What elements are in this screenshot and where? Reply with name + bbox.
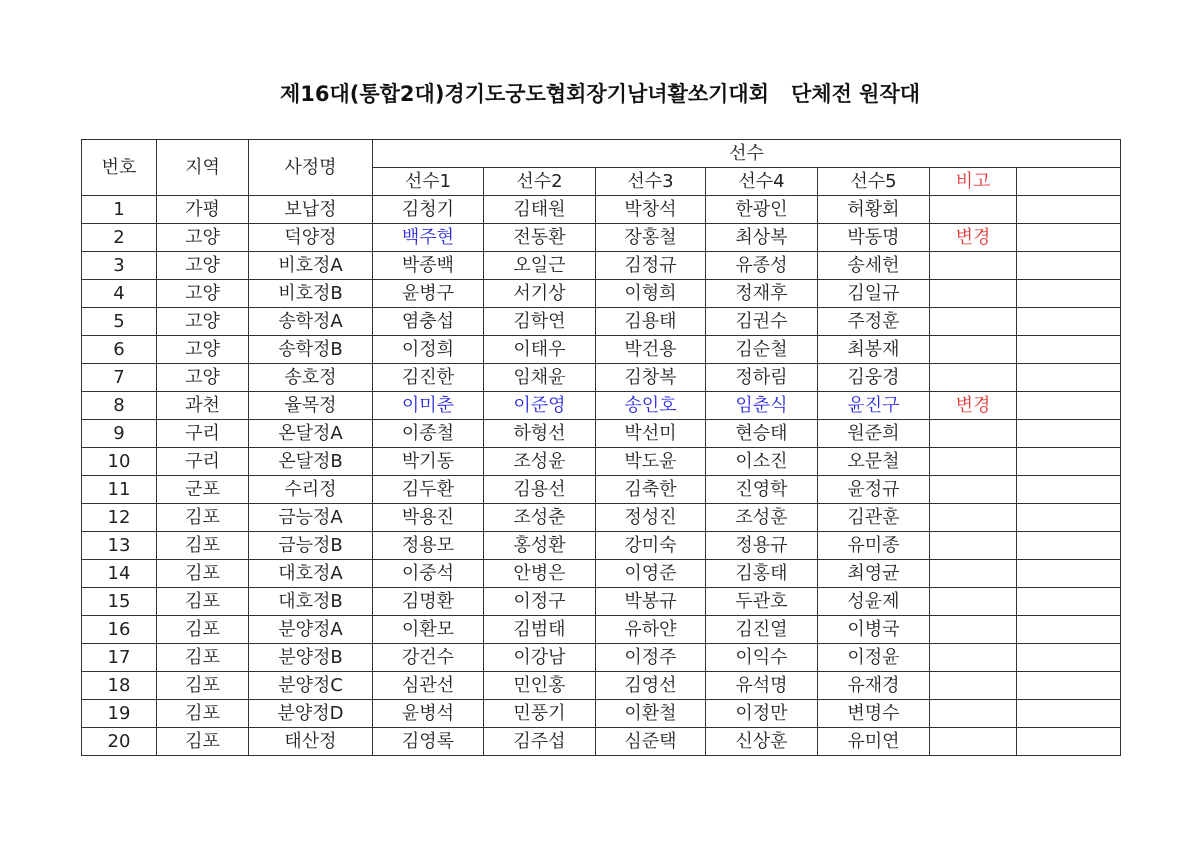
cell-player1: 이미춘 <box>373 392 484 420</box>
table-row <box>82 364 1121 392</box>
cell-number: 17 <box>82 644 157 672</box>
cell-player4: 이정만 <box>706 700 818 728</box>
cell-club: 수리정 <box>249 476 373 504</box>
cell-club: 분양정A <box>249 616 373 644</box>
cell-remark <box>930 644 1017 672</box>
cell-club: 율목정 <box>249 392 373 420</box>
cell-player4: 이익수 <box>706 644 818 672</box>
cell-player5: 유미종 <box>818 532 930 560</box>
cell-club: 금능정B <box>249 532 373 560</box>
cell-player2: 홍성환 <box>484 532 596 560</box>
table-row <box>82 672 1121 700</box>
cell-club: 태산정 <box>249 728 373 756</box>
cell-number: 6 <box>82 336 157 364</box>
cell-player1: 윤병구 <box>373 280 484 308</box>
cell-player5: 주정훈 <box>818 308 930 336</box>
cell-player2: 이준영 <box>484 392 596 420</box>
cell-extra <box>1017 700 1121 728</box>
cell-player5: 이병국 <box>818 616 930 644</box>
cell-extra <box>1017 196 1121 224</box>
header-region: 지역 <box>157 140 249 196</box>
cell-extra <box>1017 252 1121 280</box>
cell-player1: 김명환 <box>373 588 484 616</box>
cell-player3: 이영준 <box>596 560 706 588</box>
cell-player1: 이종철 <box>373 420 484 448</box>
cell-player4: 진영학 <box>706 476 818 504</box>
cell-number: 16 <box>82 616 157 644</box>
cell-club: 비호정A <box>249 252 373 280</box>
cell-player3: 정성진 <box>596 504 706 532</box>
cell-player4: 김순철 <box>706 336 818 364</box>
table-row <box>82 252 1121 280</box>
cell-player2: 조성춘 <box>484 504 596 532</box>
cell-player4: 조성훈 <box>706 504 818 532</box>
cell-player3: 송인호 <box>596 392 706 420</box>
header-player1: 선수1 <box>373 168 484 196</box>
cell-club: 송학정B <box>249 336 373 364</box>
cell-region: 고양 <box>157 280 249 308</box>
header-player4: 선수4 <box>706 168 818 196</box>
table-row <box>82 392 1121 420</box>
roster-body <box>82 196 1121 756</box>
cell-player5: 유재경 <box>818 672 930 700</box>
table-row <box>82 420 1121 448</box>
cell-extra <box>1017 448 1121 476</box>
cell-player4: 두관호 <box>706 588 818 616</box>
cell-region: 김포 <box>157 588 249 616</box>
cell-club: 온달정A <box>249 420 373 448</box>
cell-club: 대호정A <box>249 560 373 588</box>
cell-number: 13 <box>82 532 157 560</box>
cell-player3: 박건용 <box>596 336 706 364</box>
cell-region: 김포 <box>157 560 249 588</box>
cell-extra <box>1017 308 1121 336</box>
cell-player1: 박기동 <box>373 448 484 476</box>
cell-player3: 이형희 <box>596 280 706 308</box>
cell-extra <box>1017 728 1121 756</box>
header-number: 번호 <box>82 140 157 196</box>
cell-player1: 이환모 <box>373 616 484 644</box>
cell-player5: 윤정규 <box>818 476 930 504</box>
cell-player4: 한광인 <box>706 196 818 224</box>
cell-player3: 박창석 <box>596 196 706 224</box>
cell-player3: 김정규 <box>596 252 706 280</box>
table-row <box>82 532 1121 560</box>
cell-player5: 박동명 <box>818 224 930 252</box>
cell-player5: 최봉재 <box>818 336 930 364</box>
cell-remark <box>930 532 1017 560</box>
table-row <box>82 196 1121 224</box>
cell-club: 분양정C <box>249 672 373 700</box>
cell-player2: 전동환 <box>484 224 596 252</box>
cell-player1: 백주현 <box>373 224 484 252</box>
cell-remark <box>930 252 1017 280</box>
cell-player1: 강건수 <box>373 644 484 672</box>
cell-player2: 이강남 <box>484 644 596 672</box>
cell-number: 19 <box>82 700 157 728</box>
cell-number: 20 <box>82 728 157 756</box>
cell-player4: 현승태 <box>706 420 818 448</box>
cell-region: 고양 <box>157 252 249 280</box>
cell-player2: 오일근 <box>484 252 596 280</box>
title-main: 제16대(통합2대)경기도궁도협회장기남녀활쏘기대회 <box>279 82 769 106</box>
cell-player4: 김권수 <box>706 308 818 336</box>
cell-player3: 박도윤 <box>596 448 706 476</box>
table-row <box>82 504 1121 532</box>
cell-player2: 서기상 <box>484 280 596 308</box>
cell-extra <box>1017 224 1121 252</box>
cell-number: 15 <box>82 588 157 616</box>
cell-player1: 심관선 <box>373 672 484 700</box>
cell-player4: 김홍태 <box>706 560 818 588</box>
cell-extra <box>1017 616 1121 644</box>
cell-remark <box>930 336 1017 364</box>
cell-region: 김포 <box>157 672 249 700</box>
cell-number: 7 <box>82 364 157 392</box>
cell-club: 분양정D <box>249 700 373 728</box>
cell-extra <box>1017 588 1121 616</box>
table-row <box>82 448 1121 476</box>
cell-player1: 이정희 <box>373 336 484 364</box>
cell-region: 구리 <box>157 448 249 476</box>
cell-player5: 변명수 <box>818 700 930 728</box>
cell-player1: 김청기 <box>373 196 484 224</box>
cell-number: 14 <box>82 560 157 588</box>
cell-player1: 정용모 <box>373 532 484 560</box>
cell-region: 김포 <box>157 700 249 728</box>
cell-remark <box>930 420 1017 448</box>
table-row <box>82 476 1121 504</box>
cell-extra <box>1017 364 1121 392</box>
cell-remark <box>930 196 1017 224</box>
cell-number: 1 <box>82 196 157 224</box>
cell-player3: 김축한 <box>596 476 706 504</box>
cell-player4: 정하림 <box>706 364 818 392</box>
cell-region: 김포 <box>157 532 249 560</box>
cell-player1: 김영록 <box>373 728 484 756</box>
cell-region: 고양 <box>157 308 249 336</box>
cell-player1: 박종백 <box>373 252 484 280</box>
cell-number: 11 <box>82 476 157 504</box>
cell-player5: 김관훈 <box>818 504 930 532</box>
cell-remark <box>930 672 1017 700</box>
cell-player2: 이태우 <box>484 336 596 364</box>
cell-region: 고양 <box>157 336 249 364</box>
cell-extra <box>1017 532 1121 560</box>
cell-club: 온달정B <box>249 448 373 476</box>
cell-player1: 박용진 <box>373 504 484 532</box>
cell-player5: 최영균 <box>818 560 930 588</box>
cell-player5: 허황회 <box>818 196 930 224</box>
cell-player4: 임춘식 <box>706 392 818 420</box>
cell-player4: 정재후 <box>706 280 818 308</box>
cell-region: 김포 <box>157 728 249 756</box>
cell-extra <box>1017 336 1121 364</box>
cell-player4: 유종성 <box>706 252 818 280</box>
cell-club: 금능정A <box>249 504 373 532</box>
cell-region: 김포 <box>157 644 249 672</box>
cell-player5: 성윤제 <box>818 588 930 616</box>
cell-club: 비호정B <box>249 280 373 308</box>
cell-remark: 변경 <box>930 392 1017 420</box>
header-row-top <box>82 140 1121 168</box>
cell-player3: 장홍철 <box>596 224 706 252</box>
cell-extra <box>1017 644 1121 672</box>
cell-player3: 김용태 <box>596 308 706 336</box>
cell-player2: 김주섭 <box>484 728 596 756</box>
cell-player3: 심준택 <box>596 728 706 756</box>
header-extra <box>1017 168 1121 196</box>
cell-player1: 김진한 <box>373 364 484 392</box>
cell-player1: 이중석 <box>373 560 484 588</box>
cell-remark <box>930 308 1017 336</box>
cell-remark <box>930 280 1017 308</box>
cell-extra <box>1017 560 1121 588</box>
cell-club: 덕양정 <box>249 224 373 252</box>
cell-club: 송호정 <box>249 364 373 392</box>
table-row <box>82 700 1121 728</box>
cell-player5: 송세헌 <box>818 252 930 280</box>
cell-region: 과천 <box>157 392 249 420</box>
cell-player5: 이정윤 <box>818 644 930 672</box>
cell-player5: 김일규 <box>818 280 930 308</box>
table-row <box>82 336 1121 364</box>
table-row <box>82 308 1121 336</box>
table-row <box>82 616 1121 644</box>
cell-number: 2 <box>82 224 157 252</box>
cell-player4: 이소진 <box>706 448 818 476</box>
cell-player1: 김두환 <box>373 476 484 504</box>
cell-extra <box>1017 280 1121 308</box>
cell-player5: 윤진구 <box>818 392 930 420</box>
cell-player4: 김진열 <box>706 616 818 644</box>
cell-player2: 김학연 <box>484 308 596 336</box>
cell-player5: 유미연 <box>818 728 930 756</box>
cell-player3: 박선미 <box>596 420 706 448</box>
header-players-group: 선수 <box>373 140 1121 168</box>
cell-remark <box>930 616 1017 644</box>
cell-number: 12 <box>82 504 157 532</box>
cell-number: 5 <box>82 308 157 336</box>
table-row <box>82 588 1121 616</box>
cell-player3: 강미숙 <box>596 532 706 560</box>
document-title <box>0 78 1200 108</box>
cell-club: 보납정 <box>249 196 373 224</box>
cell-number: 8 <box>82 392 157 420</box>
cell-player1: 윤병석 <box>373 700 484 728</box>
cell-remark <box>930 364 1017 392</box>
cell-extra <box>1017 392 1121 420</box>
cell-region: 김포 <box>157 504 249 532</box>
cell-player4: 신상훈 <box>706 728 818 756</box>
cell-number: 3 <box>82 252 157 280</box>
cell-extra <box>1017 420 1121 448</box>
cell-player2: 안병은 <box>484 560 596 588</box>
cell-club: 대호정B <box>249 588 373 616</box>
cell-remark: 변경 <box>930 224 1017 252</box>
team-roster-table <box>81 139 1121 756</box>
cell-remark <box>930 728 1017 756</box>
header-player2: 선수2 <box>484 168 596 196</box>
cell-player3: 김영선 <box>596 672 706 700</box>
cell-remark <box>930 588 1017 616</box>
cell-player4: 정용규 <box>706 532 818 560</box>
cell-remark <box>930 700 1017 728</box>
cell-player5: 오문철 <box>818 448 930 476</box>
cell-player2: 임채윤 <box>484 364 596 392</box>
title-sub: 단체전 원작대 <box>791 82 921 106</box>
table-row <box>82 224 1121 252</box>
table-row <box>82 560 1121 588</box>
cell-player3: 이정주 <box>596 644 706 672</box>
cell-player4: 최상복 <box>706 224 818 252</box>
cell-remark <box>930 504 1017 532</box>
header-club: 사정명 <box>249 140 373 196</box>
cell-region: 군포 <box>157 476 249 504</box>
cell-region: 구리 <box>157 420 249 448</box>
cell-remark <box>930 476 1017 504</box>
cell-player2: 김범태 <box>484 616 596 644</box>
table-row <box>82 644 1121 672</box>
cell-player2: 김용선 <box>484 476 596 504</box>
cell-player2: 김태원 <box>484 196 596 224</box>
cell-player2: 이정구 <box>484 588 596 616</box>
cell-extra <box>1017 672 1121 700</box>
cell-player3: 이환철 <box>596 700 706 728</box>
table-row <box>82 280 1121 308</box>
cell-player2: 하형선 <box>484 420 596 448</box>
cell-number: 10 <box>82 448 157 476</box>
cell-player3: 박봉규 <box>596 588 706 616</box>
cell-player2: 민인홍 <box>484 672 596 700</box>
cell-region: 고양 <box>157 224 249 252</box>
cell-remark <box>930 448 1017 476</box>
cell-player4: 유석명 <box>706 672 818 700</box>
cell-player5: 원준희 <box>818 420 930 448</box>
cell-region: 가평 <box>157 196 249 224</box>
header-player5: 선수5 <box>818 168 930 196</box>
cell-region: 고양 <box>157 364 249 392</box>
cell-number: 9 <box>82 420 157 448</box>
cell-player2: 민풍기 <box>484 700 596 728</box>
cell-number: 4 <box>82 280 157 308</box>
cell-number: 18 <box>82 672 157 700</box>
cell-extra <box>1017 476 1121 504</box>
cell-player5: 김웅경 <box>818 364 930 392</box>
header-remarks: 비고 <box>930 168 1017 196</box>
header-player3: 선수3 <box>596 168 706 196</box>
cell-club: 분양정B <box>249 644 373 672</box>
cell-player3: 김창복 <box>596 364 706 392</box>
table-row <box>82 728 1121 756</box>
cell-player2: 조성윤 <box>484 448 596 476</box>
cell-player1: 염충섭 <box>373 308 484 336</box>
cell-club: 송학정A <box>249 308 373 336</box>
cell-extra <box>1017 504 1121 532</box>
cell-remark <box>930 560 1017 588</box>
cell-region: 김포 <box>157 616 249 644</box>
cell-player3: 유하얀 <box>596 616 706 644</box>
